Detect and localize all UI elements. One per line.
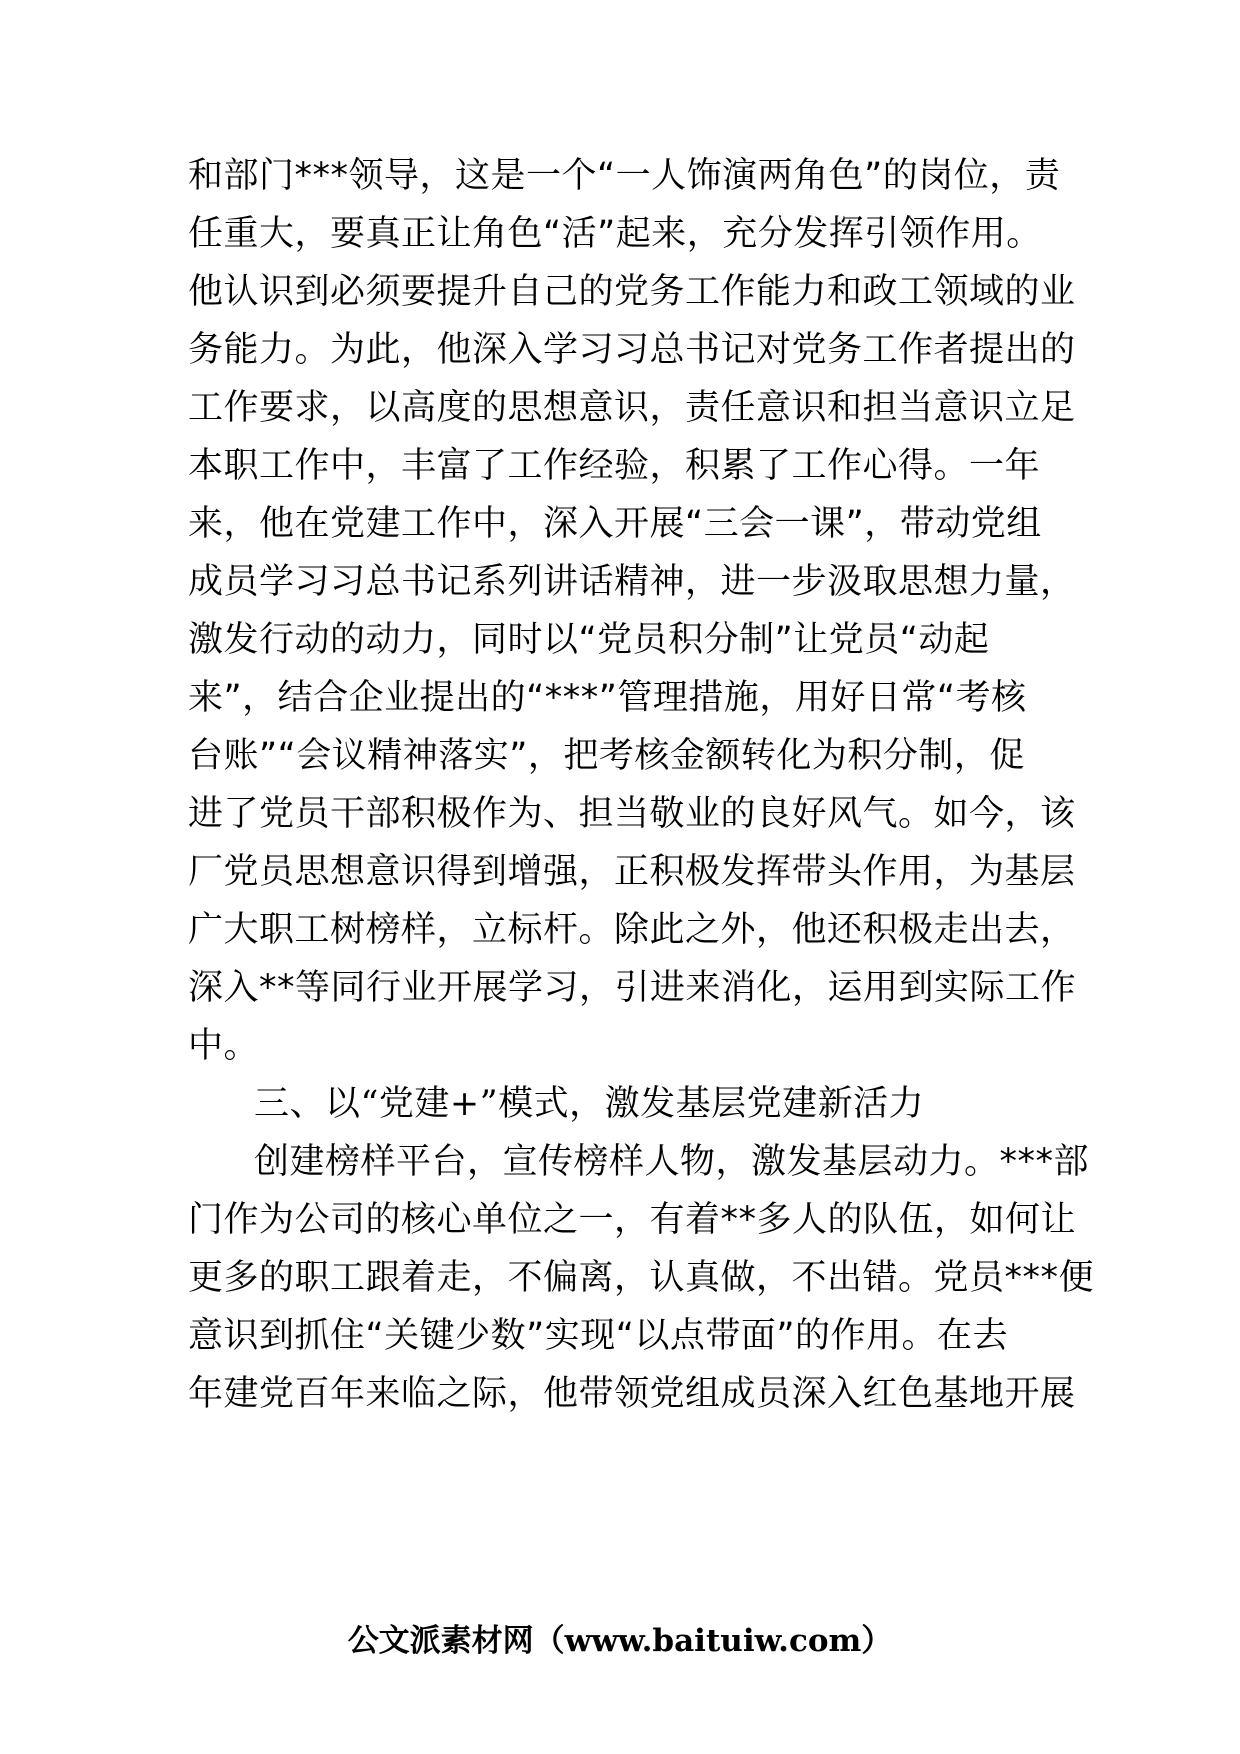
paragraph-line: 广大职工树榜样，立标杆。除此之外，他还积极走出去， xyxy=(188,910,1076,950)
paragraph-line: 来，他在党建工作中，深入开展“三会一课”，带动党组 xyxy=(188,504,1042,544)
paragraph-line: 他认识到必须要提升自己的党务工作能力和政工领域的业 xyxy=(188,272,1076,312)
paragraph-line: 年建党百年来临之际，他带领党组成员深入红色基地开展 xyxy=(188,1374,1076,1414)
section-heading: 三、以“党建+”模式，激发基层党建新活力 xyxy=(254,1084,925,1124)
footer-watermark: 公文派素材网（www.baituiw.com） xyxy=(347,1623,893,1659)
paragraph-line: 创建榜样平台，宣传榜样人物，激发基层动力。***部 xyxy=(254,1142,1090,1182)
paragraph-line: 进了党员干部积极作为、担当敬业的良好风气。如今，该 xyxy=(188,794,1076,834)
paragraph-line: 本职工作中，丰富了工作经验，积累了工作心得。一年 xyxy=(188,446,1041,486)
paragraph-line: 厂党员思想意识得到增强，正积极发挥带头作用，为基层 xyxy=(188,852,1076,892)
paragraph-line: 激发行动的动力，同时以“党员积分制”让党员“动起 xyxy=(188,620,990,660)
paragraph-line: 任重大，要真正让角色“活”起来，充分发挥引领作用。 xyxy=(188,214,1042,254)
paragraph-line: 台账”“会议精神落实”，把考核金额转化为积分制，促 xyxy=(188,736,1025,776)
paragraph-line: 和部门***领导，这是一个“一人饰演两角色”的岗位，责 xyxy=(188,156,1061,196)
paragraph-line: 工作要求，以高度的思想意识，责任意识和担当意识立足 xyxy=(188,388,1076,428)
paragraph-line: 中。 xyxy=(188,1026,260,1066)
paragraph-line: 更多的职工跟着走，不偏离，认真做，不出错。党员***便 xyxy=(188,1258,1095,1298)
paragraph-line: 深入**等同行业开展学习，引进来消化，运用到实际工作 xyxy=(188,968,1077,1008)
paragraph-line: 务能力。为此，他深入学习习总书记对党务工作者提出的 xyxy=(188,330,1076,370)
paragraph-line: 成员学习习总书记系列讲话精神，进一步汲取思想力量， xyxy=(188,562,1076,602)
paragraph-line: 门作为公司的核心单位之一，有着**多人的队伍，如何让 xyxy=(188,1200,1077,1240)
paragraph-line: 意识到抓住“关键少数”实现“以点带面”的作用。在去 xyxy=(188,1316,1009,1356)
paragraph-line: 来”，结合企业提出的“***”管理措施，用好日常“考核 xyxy=(188,678,1027,718)
